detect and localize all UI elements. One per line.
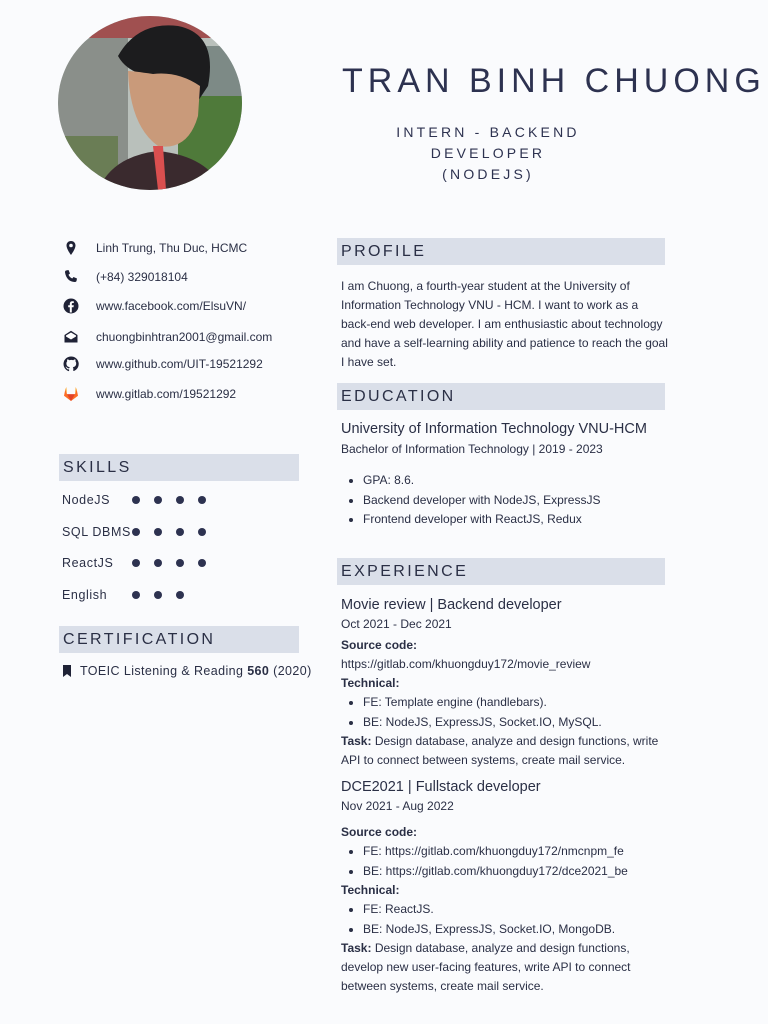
project-source-label: Source code: xyxy=(341,825,418,839)
github-icon xyxy=(60,355,82,373)
project-source-link[interactable]: • FE: https://gitlab.com/khuongduy172/nmcnpm_fe xyxy=(363,842,666,862)
skills-heading: SKILLS xyxy=(59,454,299,481)
education-school: University of Information Technology VNU-HCM xyxy=(341,421,647,437)
skill-dot xyxy=(198,559,206,567)
location-pin-icon xyxy=(60,239,82,257)
profile-heading: PROFILE xyxy=(337,238,665,265)
contact-phone-text: (+84) 329018104 xyxy=(96,270,188,284)
certification-score: 560 xyxy=(247,664,270,678)
skill-level xyxy=(132,496,220,504)
skill-dot xyxy=(154,591,162,599)
job-title-line-2: (NODEJS) xyxy=(442,166,534,182)
contact-email[interactable] xyxy=(60,327,320,347)
facebook-icon xyxy=(60,297,82,315)
project-task-text: Design database, analyze and design functions, develop new user-facing features, write API to connect between systems, create mail service. xyxy=(341,941,631,993)
job-title xyxy=(336,122,640,185)
skill-dot xyxy=(176,528,184,536)
skill-dot xyxy=(154,559,162,567)
candidate-name: TRAN BINH CHUONG xyxy=(342,62,766,100)
list-item: • BE: NodeJS, ExpressJS, Socket.IO, MySQL. xyxy=(363,713,666,733)
project-dates: Oct 2021 - Dec 2021 xyxy=(341,617,452,631)
skill-dot xyxy=(176,591,184,599)
skill-dot xyxy=(154,528,162,536)
skill-level xyxy=(132,559,220,567)
education-entry xyxy=(341,420,671,530)
project-source-label: Source code: xyxy=(341,638,418,652)
contact-phone xyxy=(60,267,320,287)
certification-name: TOEIC Listening & Reading xyxy=(80,664,244,678)
skill-level xyxy=(132,528,220,536)
job-title-line-1: INTERN - BACKEND DEVELOPER xyxy=(396,124,580,161)
project-tech-label: Technical: xyxy=(341,883,400,897)
certification-item xyxy=(62,664,312,678)
skill-dot xyxy=(198,496,206,504)
contact-gitlab-link[interactable]: www.gitlab.com/19521292 xyxy=(96,387,237,401)
skill-name: NodeJS xyxy=(62,493,111,507)
skill-name: SQL DBMS xyxy=(62,525,131,539)
project-tech-list xyxy=(341,693,666,732)
project-title: Movie review | Backend developer xyxy=(341,597,562,613)
profile-photo-illustration xyxy=(58,16,242,190)
gitlab-icon xyxy=(60,385,82,403)
project-source-list xyxy=(341,842,666,881)
skill-name: ReactJS xyxy=(62,556,114,570)
contact-gitlab[interactable] xyxy=(60,384,320,404)
skill-dot xyxy=(132,591,140,599)
skill-reactjs xyxy=(62,554,222,572)
phone-icon xyxy=(60,268,82,286)
education-degree: Bachelor of Information Technology | 2019 - 2023 xyxy=(341,442,603,456)
project-tech-list xyxy=(341,900,666,939)
skill-sql-dbms xyxy=(62,523,222,541)
project-task-label: Task: xyxy=(341,941,372,955)
skill-level xyxy=(132,591,198,599)
experience-project-1 xyxy=(341,596,666,770)
skill-dot xyxy=(154,496,162,504)
experience-heading: EXPERIENCE xyxy=(337,558,665,585)
skill-dot xyxy=(198,528,206,536)
skill-dot xyxy=(176,496,184,504)
project-task xyxy=(341,939,666,996)
contact-facebook[interactable] xyxy=(60,296,320,316)
list-item: • FE: ReactJS. xyxy=(363,900,666,920)
skill-dot xyxy=(132,496,140,504)
list-item: • Frontend developer with ReactJS, Redux xyxy=(363,510,671,530)
email-icon xyxy=(60,328,82,346)
project-tech-label: Technical: xyxy=(341,676,400,690)
project-task-label: Task: xyxy=(341,734,372,748)
project-dates: Nov 2021 - Aug 2022 xyxy=(341,799,454,813)
list-item: • FE: Template engine (handlebars). xyxy=(363,693,666,713)
contact-address-text: Linh Trung, Thu Duc, HCMC xyxy=(96,241,248,255)
contact-email-link[interactable]: chuongbinhtran2001@gmail.com xyxy=(96,330,273,344)
project-task-text: Design database, analyze and design functions, write API to connect between systems, create mail service. xyxy=(341,734,659,767)
education-bullets xyxy=(341,471,671,530)
project-task xyxy=(341,732,666,770)
skill-name: English xyxy=(62,588,108,602)
project-source-link[interactable]: https://gitlab.com/khuongduy172/movie_review xyxy=(341,657,591,671)
contact-facebook-link[interactable]: www.facebook.com/ElsuVN/ xyxy=(96,299,247,313)
list-item: • BE: NodeJS, ExpressJS, Socket.IO, MongoDB. xyxy=(363,920,666,940)
list-item: • GPA: 8.6. xyxy=(363,471,671,491)
contact-github-link[interactable]: www.github.com/UIT-19521292 xyxy=(96,357,263,371)
certification-heading: CERTIFICATION xyxy=(59,626,299,653)
profile-photo xyxy=(58,16,242,190)
certification-year: (2020) xyxy=(273,664,312,678)
skill-nodejs xyxy=(62,491,222,509)
project-title: DCE2021 | Fullstack developer xyxy=(341,779,541,795)
skill-dot xyxy=(132,559,140,567)
skill-dot xyxy=(132,528,140,536)
skill-dot xyxy=(176,559,184,567)
profile-text: I am Chuong, a fourth-year student at the University of Information Technology VNU - HCM. I want to work as a back-end web developer. I am enthusiastic about technology and have a self-learning ability and patience to reach the goal I have set. xyxy=(341,279,668,369)
education-heading: EDUCATION xyxy=(337,383,665,410)
experience-project-2 xyxy=(341,778,666,996)
skill-english xyxy=(62,586,222,604)
contact-github[interactable] xyxy=(60,354,320,374)
contact-address xyxy=(60,238,320,258)
list-item: • Backend developer with NodeJS, ExpressJS xyxy=(363,491,671,511)
project-source-link[interactable]: • BE: https://gitlab.com/khuongduy172/dce2021_be xyxy=(363,862,666,882)
bookmark-icon xyxy=(62,664,72,678)
